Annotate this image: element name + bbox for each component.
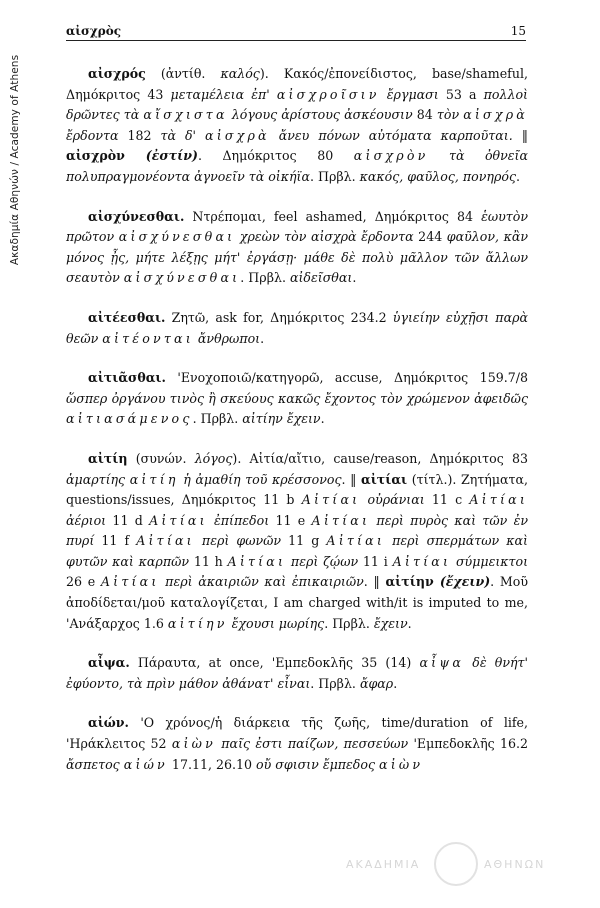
- entry-lemma: αἰτίη: [88, 450, 128, 466]
- entry-text: .: [260, 330, 265, 346]
- spaced-quotation: αἰσχρὰ: [463, 107, 528, 123]
- greek-citation: τὰ ὀθνεῖα πολυπραγμονέοντα ἀγνοεῖν τὰ οἰκήϊα: [66, 148, 528, 184]
- entry-text: ‖: [512, 127, 528, 143]
- greek-citation: περὶ ἀκαιριῶν καὶ ἐπικαιριῶν: [159, 574, 364, 590]
- greek-citation: παῖς ἐστι παίζων, πεσσεύων: [216, 736, 409, 752]
- spaced-quotation: αἰὼν: [171, 736, 217, 752]
- entry-text: Ζητῶ, ask for, Δημόκριτος 234.2: [165, 309, 393, 325]
- entry-lemma: αἰτίαι: [361, 471, 408, 487]
- greek-citation: ἔργμασι: [379, 86, 439, 102]
- entry-text: 'Ο χρόνος/ἡ διάρκεια τῆς ζωῆς, time/duration of life, 'Ηράκλειτος 52: [66, 715, 528, 752]
- entry-text: 11 c: [424, 492, 470, 508]
- entry-text: 182: [118, 127, 161, 143]
- spaced-quotation: αἰτίη: [129, 471, 179, 487]
- running-header: [66, 20, 526, 41]
- entry-text: (τίτλ.). Ζητήματα, questions/issues, Δημόκριτος 11 b: [66, 471, 528, 508]
- greek-citation: ὑγιείην εὐχῇσι παρὰ θεῶν: [66, 309, 528, 346]
- greek-citation: τὸν: [436, 107, 464, 123]
- entry-text: . Πρβλ.: [310, 675, 360, 691]
- entry-text: 26 e: [66, 574, 101, 590]
- entry-text: .: [516, 168, 521, 184]
- greek-citation: ἡ ἀμαθίη τοῦ κρέσσονος: [178, 471, 342, 487]
- entry-text: .: [320, 411, 325, 427]
- entry-aion: [66, 713, 528, 775]
- entry-text: .: [352, 270, 357, 286]
- entry-text: 11 f: [94, 533, 137, 549]
- spaced-quotation: Αἰτίαι: [136, 533, 195, 549]
- entry-text: 11 h: [189, 553, 228, 569]
- entry-text: ). Κακός/ἐπονείδιστος, base/shameful, Δημόκριτος 43: [66, 66, 528, 102]
- entry-aiteesthai: [66, 308, 528, 349]
- spaced-quotation: Αἰτίαι: [301, 492, 361, 508]
- spaced-quotation: αἰὼν: [379, 756, 424, 772]
- entry-text: . Πρβλ.: [240, 270, 290, 286]
- entry-lemma: αἰσχύνεσθαι.: [88, 208, 185, 224]
- page-number: 15: [510, 24, 526, 38]
- greek-citation: μεταμέλεια ἐπ': [170, 86, 277, 102]
- entry-text: .: [407, 615, 412, 631]
- entry-text: 53 a: [438, 86, 484, 102]
- entry-text: 11 e: [269, 512, 312, 528]
- watermark-left-text: ΑΚΑΔΗΜΙΑ: [346, 858, 421, 871]
- greek-citation: κακός, φαῦλος, πονηρός: [359, 168, 517, 184]
- watermark: [316, 856, 566, 886]
- greek-citation: περὶ ζῴων: [286, 553, 359, 569]
- greek-citation: ἄνθρωποι: [193, 330, 261, 346]
- entry-text: 11 i: [358, 553, 393, 569]
- entry-text: . Μοῦ ἀποδίδεται/μοῦ καταλογίζεται, I am charged with/it is imputed to me, 'Ανάξαρχος 1.6: [66, 574, 529, 631]
- greek-citation: περὶ πυρὸς καὶ τῶν ἐν πυρί: [66, 512, 528, 549]
- entry-lemma: αἶψα.: [88, 655, 130, 671]
- entry-text: Ντρέπομαι, feel ashamed, Δημόκριτος 84: [184, 208, 482, 224]
- entry-text: 11 g: [281, 533, 327, 549]
- greek-citation: χρεὼν τὸν αἰσχρὰ ἔρδοντα: [235, 229, 414, 245]
- greek-citation: ἁμαρτίης: [66, 471, 130, 487]
- entry-text: . ‖: [363, 574, 386, 590]
- greek-citation: λόγους ἀρίστους ἀσκέουσιν: [227, 107, 413, 123]
- spaced-quotation: Αἰτίαι: [469, 492, 528, 508]
- entry-aitiasthai: [66, 368, 528, 430]
- entry-text: (ἀντίθ.: [145, 66, 221, 81]
- greek-citation: (ἐστίν): [124, 148, 198, 164]
- entry-text: . Πρβλ.: [324, 615, 374, 631]
- spaced-quotation: αἰσχρὸν: [353, 148, 429, 164]
- dictionary-entries: [66, 64, 528, 775]
- spaced-quotation: αἰτίην: [167, 615, 228, 631]
- greek-citation: σύμμεικτοι: [451, 553, 529, 569]
- greek-citation: (ἔχειν): [433, 574, 491, 590]
- entry-aipsa: [66, 653, 528, 694]
- entry-text: 244: [413, 229, 447, 245]
- greek-citation: ἔρδοντα: [66, 127, 119, 143]
- spaced-quotation: αἰών: [123, 756, 168, 772]
- spaced-quotation: αἰσχύνεσθαι: [123, 270, 241, 286]
- greek-citation: φαῦλον, κἂν μόνος ᾖς, μήτε λέξῃς μήτ' ἐργάσῃ· μάθε δὲ πολὺ μᾶλλον τῶν ἄλλων σεαυτὸν: [66, 229, 528, 286]
- spaced-quotation: αἶψα: [419, 655, 465, 671]
- entry-text: .: [393, 675, 398, 691]
- spaced-quotation: αἰσχροῖσιν: [276, 86, 380, 102]
- greek-citation: ἄσπετος: [66, 756, 124, 772]
- entry-text: 'Εμπεδοκλῆς 16.2: [408, 736, 529, 752]
- spaced-quotation: αἴσχιστα: [143, 107, 228, 123]
- spaced-quotation: Αἰτίαι: [392, 553, 452, 569]
- greek-citation: λόγος: [194, 450, 233, 466]
- spaced-quotation: Αἰτίαι: [149, 512, 208, 528]
- entry-lemma: αἰσχρὸν: [66, 148, 125, 164]
- greek-citation: ὥσπερ ὀργάνου τινὸς ἢ σκεύους κακῶς ἔχοντος τὸν χρώμενον ἀφειδῶς: [66, 390, 528, 406]
- entry-text: . Πρβλ.: [192, 411, 243, 427]
- side-archive-label: [4, 40, 26, 280]
- entry-text: . Δημόκριτος 80: [197, 148, 354, 164]
- entry-text: 17.11, 26.10: [167, 756, 257, 772]
- entry-aitie: [66, 449, 528, 634]
- greek-citation: ἔχειν: [373, 615, 408, 631]
- entry-lemma: αἰτιᾶσθαι.: [88, 370, 166, 386]
- spaced-quotation: Αἰτίαι: [326, 533, 386, 549]
- spaced-quotation: αἰτιασάμενος: [66, 411, 193, 427]
- entry-text: 11 d: [106, 512, 150, 528]
- greek-citation: ἀέριοι: [66, 512, 107, 528]
- greek-citation: καλός: [220, 66, 260, 81]
- side-archive-label-text: Ακαδημία Αθηνών / Academy of Athens: [9, 54, 21, 266]
- spaced-quotation: αἰσχύνεσθαι: [118, 229, 236, 245]
- entry-text: 84: [412, 107, 437, 123]
- greek-citation: δὲ θνήτ' ἐφύοντο, τὰ πρὶν μάθον ἀθάνατ' εἶναι: [66, 655, 528, 691]
- entry-lemma: αἰών.: [88, 715, 129, 731]
- greek-citation: ἔχουσι μωρίης: [227, 615, 325, 631]
- entry-text: 'Ενοχοποιῶ/κατηγορῶ, accuse, Δημόκριτος 159.7/8: [165, 370, 528, 386]
- greek-citation: ἄφαρ: [359, 675, 394, 691]
- greek-citation: οὔ σφισιν ἔμπεδος: [256, 756, 380, 772]
- entry-aischros: [66, 64, 528, 188]
- greek-citation: ἐπίπεδοι: [207, 512, 270, 528]
- entry-text: (συνών.: [127, 450, 195, 466]
- greek-citation: τὰ δ': [160, 127, 205, 143]
- entry-lemma: αἰτίην: [385, 574, 434, 590]
- seal-icon: [434, 842, 478, 886]
- greek-citation: οὐράνιαι: [360, 492, 425, 508]
- spaced-quotation: αἰσχρὰ: [204, 127, 270, 143]
- greek-citation: αἰδεῖσθαι: [289, 270, 353, 286]
- greek-citation: αἰτίην ἔχειν: [242, 411, 321, 427]
- entry-text: . ‖: [341, 471, 361, 487]
- header-headword: αἰσχρὸς: [66, 24, 122, 38]
- greek-citation: πολλοὶ δρῶντες τὰ: [66, 86, 528, 123]
- spaced-quotation: Αἰτίαι: [100, 574, 160, 590]
- entry-aischynesthai: [66, 207, 528, 289]
- entry-lemma: αἰτέεσθαι.: [88, 309, 166, 325]
- entry-lemma: αἰσχρός: [88, 66, 146, 81]
- spaced-quotation: Αἰτίαι: [227, 553, 287, 569]
- entry-text: ). Αἰτία/αἴτιο, cause/reason, Δημόκριτος 83: [232, 450, 528, 466]
- spaced-quotation: Αἰτίαι: [311, 512, 371, 528]
- greek-citation: ἄνευ πόνων αὐτόματα καρποῦται.: [269, 127, 513, 143]
- spaced-quotation: αἰτέονται: [102, 330, 194, 346]
- entry-text: . Πρβλ.: [309, 168, 360, 184]
- greek-citation: περὶ σπερμάτων καὶ φυτῶν καὶ καρπῶν: [66, 533, 528, 569]
- greek-citation: περὶ φωνῶν: [194, 533, 282, 549]
- entry-text: Πάραυτα, at once, 'Εμπεδοκλῆς 35 (14): [129, 655, 420, 671]
- greek-citation: ἑωυτὸν πρῶτον: [66, 208, 528, 245]
- watermark-right-text: ΑΘΗΝΩΝ: [484, 858, 546, 871]
